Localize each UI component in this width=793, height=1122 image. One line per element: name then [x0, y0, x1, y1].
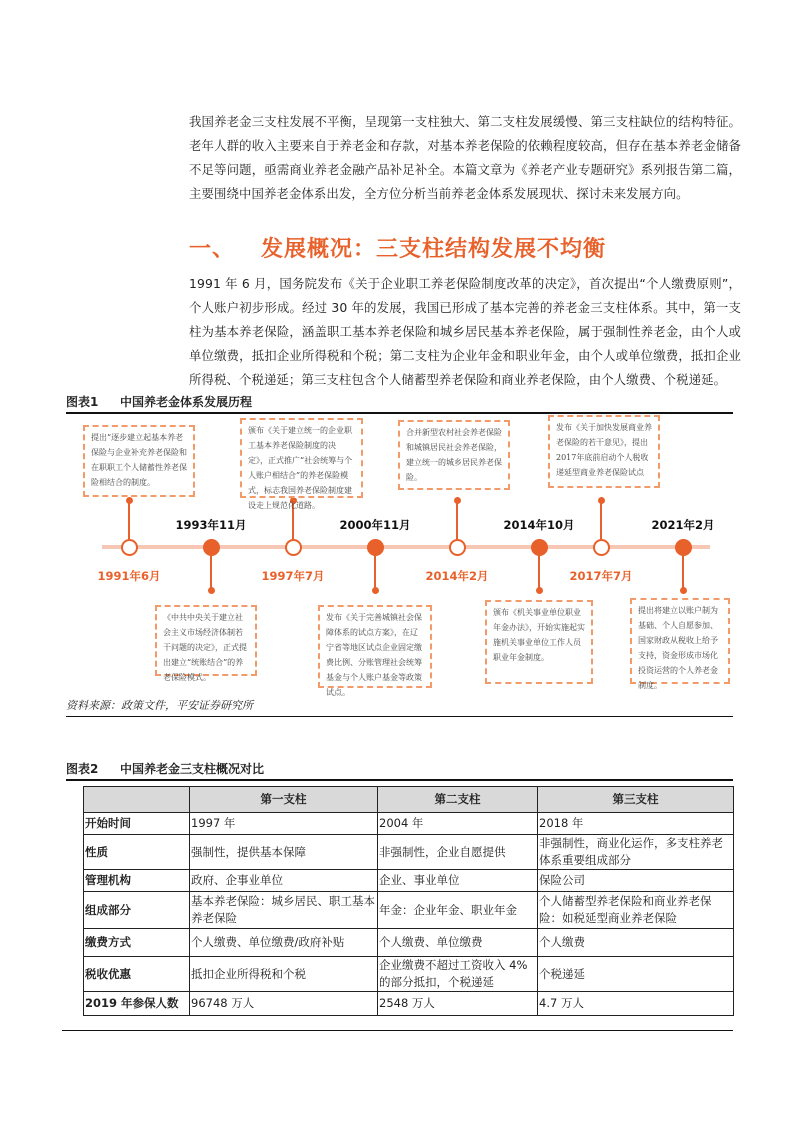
table-cell: 2018 年 [538, 813, 734, 835]
timeline-stem-dot [536, 587, 543, 594]
timeline-stem-dot [598, 497, 605, 504]
table-cell: 2548 万人 [378, 992, 538, 1016]
timeline-event-box: 发布《关于加快发展商业养老保险的若干意见》，提出2017年底前启动个人税收递延型商业养老保险试点 [548, 415, 660, 488]
timeline-stem [600, 500, 602, 542]
timeline-stem-dot [126, 497, 133, 504]
timeline-date: 1997年7月 [261, 569, 325, 583]
timeline-event-box: 合并新型农村社会养老保险和城镇居民社会养老保险，建立统一的城乡居民养老保险。 [398, 420, 510, 490]
figure1-title [66, 393, 733, 414]
table-cell: 2004 年 [378, 813, 538, 835]
timeline-stem [128, 500, 130, 542]
row-header: 缴费方式 [84, 929, 190, 957]
section-paragraph: 1991 年 6 月，国务院发布《关于企业职工养老保险制度改革的决定》，首次提出“个人缴费原则”，个人账户初步形成。经过 30 年的发展，我国已形成了基本完善的养老金三支柱体系。其中，第一支柱为基本养老保险，涵盖职工基本养老保险和城乡居民基本养老保险，属于强制性养老金，由个人或单位缴费，抵扣企业所得税和个税；第二支柱为企业年金和职业年金，由个人或单位缴费，抵扣企业所得税、个税递延；第三支柱包含个人储蓄型养老保险和商业养老保险，由个人缴费、个税递延。 [189, 276, 741, 387]
table-row [84, 892, 734, 929]
timeline-stem [682, 553, 684, 591]
row-header: 2019 年参保人数 [84, 992, 190, 1016]
table-cell: 年金：企业年金、职业年金 [378, 892, 538, 929]
timeline-date: 1991年6月 [97, 569, 161, 583]
table-row [84, 929, 734, 957]
figure1-source: 资料来源：政策文件，平安证券研究所 [66, 697, 733, 717]
table-cell: 保险公司 [538, 870, 734, 892]
figure-label: 图表1 [66, 395, 99, 409]
table-cell: 4.7 万人 [538, 992, 734, 1016]
timeline-event-box: 颁布《机关事业单位职业年金办法》，开始实施起实施机关事业单位工作人员职业年金制度。 [485, 600, 593, 684]
table-row [84, 835, 734, 870]
figure-label: 图表2 [66, 762, 99, 776]
timeline-node [285, 539, 302, 556]
table-cell: 1997 年 [190, 813, 378, 835]
timeline-stem [374, 553, 376, 591]
timeline-date: 1993年11月 [175, 518, 247, 532]
timeline-event-box: 提出“逐步建立起基本养老保险与企业补充养老保险和在职职工个人储蓄性养老保险相结合的制度。 [83, 425, 195, 497]
table-row [84, 813, 734, 835]
timeline-stem [538, 553, 540, 591]
table-cell: 政府、企事业单位 [190, 870, 378, 892]
intro-paragraph: 我国养老金三支柱发展不平衡，呈现第一支柱独大、第二支柱发展缓慢、第三支柱缺位的结构特征。老年人群的收入主要来自于养老金和存款，对基本养老保险的依赖程度较高，但存在基本养老金储备不足等问题，亟需商业养老金融产品补足补全。本篇文章为《养老产业专题研究》系列报告第二篇，主要围绕中国养老金体系出发，全方位分析当前养老金体系发展现状、探讨未来发展方向。 [189, 114, 741, 201]
timeline-event-box: 《中共中央关于建立社会主义市场经济体制若干问题的决定》，正式提出建立“统账结合”的养老保险模式。 [155, 605, 257, 676]
timeline-stem-dot [454, 497, 461, 504]
timeline-node [675, 539, 692, 556]
timeline-stem-dot [680, 587, 687, 594]
section-title: 发展概况：三支柱结构发展不均衡 [261, 237, 607, 262]
timeline-axis [102, 545, 710, 549]
table-cell: 企业缴费不超过工资收入 4%的部分抵扣，个税递延 [378, 957, 538, 992]
timeline-date: 2014年10月 [503, 518, 575, 532]
table-row [84, 957, 734, 992]
timeline-node [593, 539, 610, 556]
timeline-stem-dot [372, 587, 379, 594]
figure-title: 中国养老金三支柱概况对比 [120, 762, 265, 776]
column-header: 第二支柱 [378, 787, 538, 813]
row-header: 性质 [84, 835, 190, 870]
table-cell: 个人缴费、单位缴费 [378, 929, 538, 957]
timeline-node [203, 539, 220, 556]
timeline-stem [456, 500, 458, 542]
timeline-event-box: 颁布《关于建立统一的企业职工基本养老保险制度的决定》，正式推广“社会统筹与个人账户相结合”的养老保险模式，标志我国养老保险制度建设走上规范化道路。 [240, 418, 363, 498]
timeline-date: 2014年2月 [425, 569, 489, 583]
table-cell: 强制性，提供基本保障 [190, 835, 378, 870]
timeline-stem-dot [208, 587, 215, 594]
row-header: 组成部分 [84, 892, 190, 929]
timeline-node [449, 539, 466, 556]
column-header: 第一支柱 [190, 787, 378, 813]
table-cell: 非强制性，企业自愿提供 [378, 835, 538, 870]
table-cell: 抵扣企业所得税和个税 [190, 957, 378, 992]
row-header: 管理机构 [84, 870, 190, 892]
table-cell: 个人缴费、单位缴费/政府补贴 [190, 929, 378, 957]
table-row [84, 992, 734, 1016]
timeline-date: 2021年2月 [651, 518, 715, 532]
table-cell: 企业、事业单位 [378, 870, 538, 892]
timeline-date: 2000年11月 [339, 518, 411, 532]
timeline-date: 2017年7月 [569, 569, 633, 583]
table-cell: 个人缴费 [538, 929, 734, 957]
table-row [84, 870, 734, 892]
section-heading [189, 232, 606, 263]
table-cell: 非强制性，商业化运作，多支柱养老体系重要组成部分 [538, 835, 734, 870]
column-header: 第三支柱 [538, 787, 734, 813]
row-header: 税收优惠 [84, 957, 190, 992]
timeline-event-box: 提出将建立以账户制为基础、个人自愿参加、国家财政从税收上给予支持，资金形成市场化投资运营的个人养老金制度。 [630, 598, 730, 684]
table-cell: 基本养老保险：城乡居民、职工基本养老保险 [190, 892, 378, 929]
pillars-table [83, 786, 734, 1016]
timeline-node [367, 539, 384, 556]
timeline-stem [210, 553, 212, 591]
figure-title: 中国养老金体系发展历程 [120, 395, 253, 409]
row-header: 开始时间 [84, 813, 190, 835]
footer-divider [62, 1030, 733, 1031]
table-cell: 个人储蓄型养老保险和商业养老保险：如税延型商业养老保险 [538, 892, 734, 929]
column-header [84, 787, 190, 813]
table-cell: 个税递延 [538, 957, 734, 992]
timeline-event-box: 发布《关于完善城镇社会保障体系的试点方案》，在辽宁省等地区试点企业固定缴费比例、分账管理社会统筹基金与个人账户基金等政策试点。 [318, 605, 432, 688]
section-number: 一、 [189, 237, 236, 262]
table-cell: 96748 万人 [190, 992, 378, 1016]
figure2-title [66, 760, 733, 781]
timeline-node [121, 539, 138, 556]
timeline-node [531, 539, 548, 556]
